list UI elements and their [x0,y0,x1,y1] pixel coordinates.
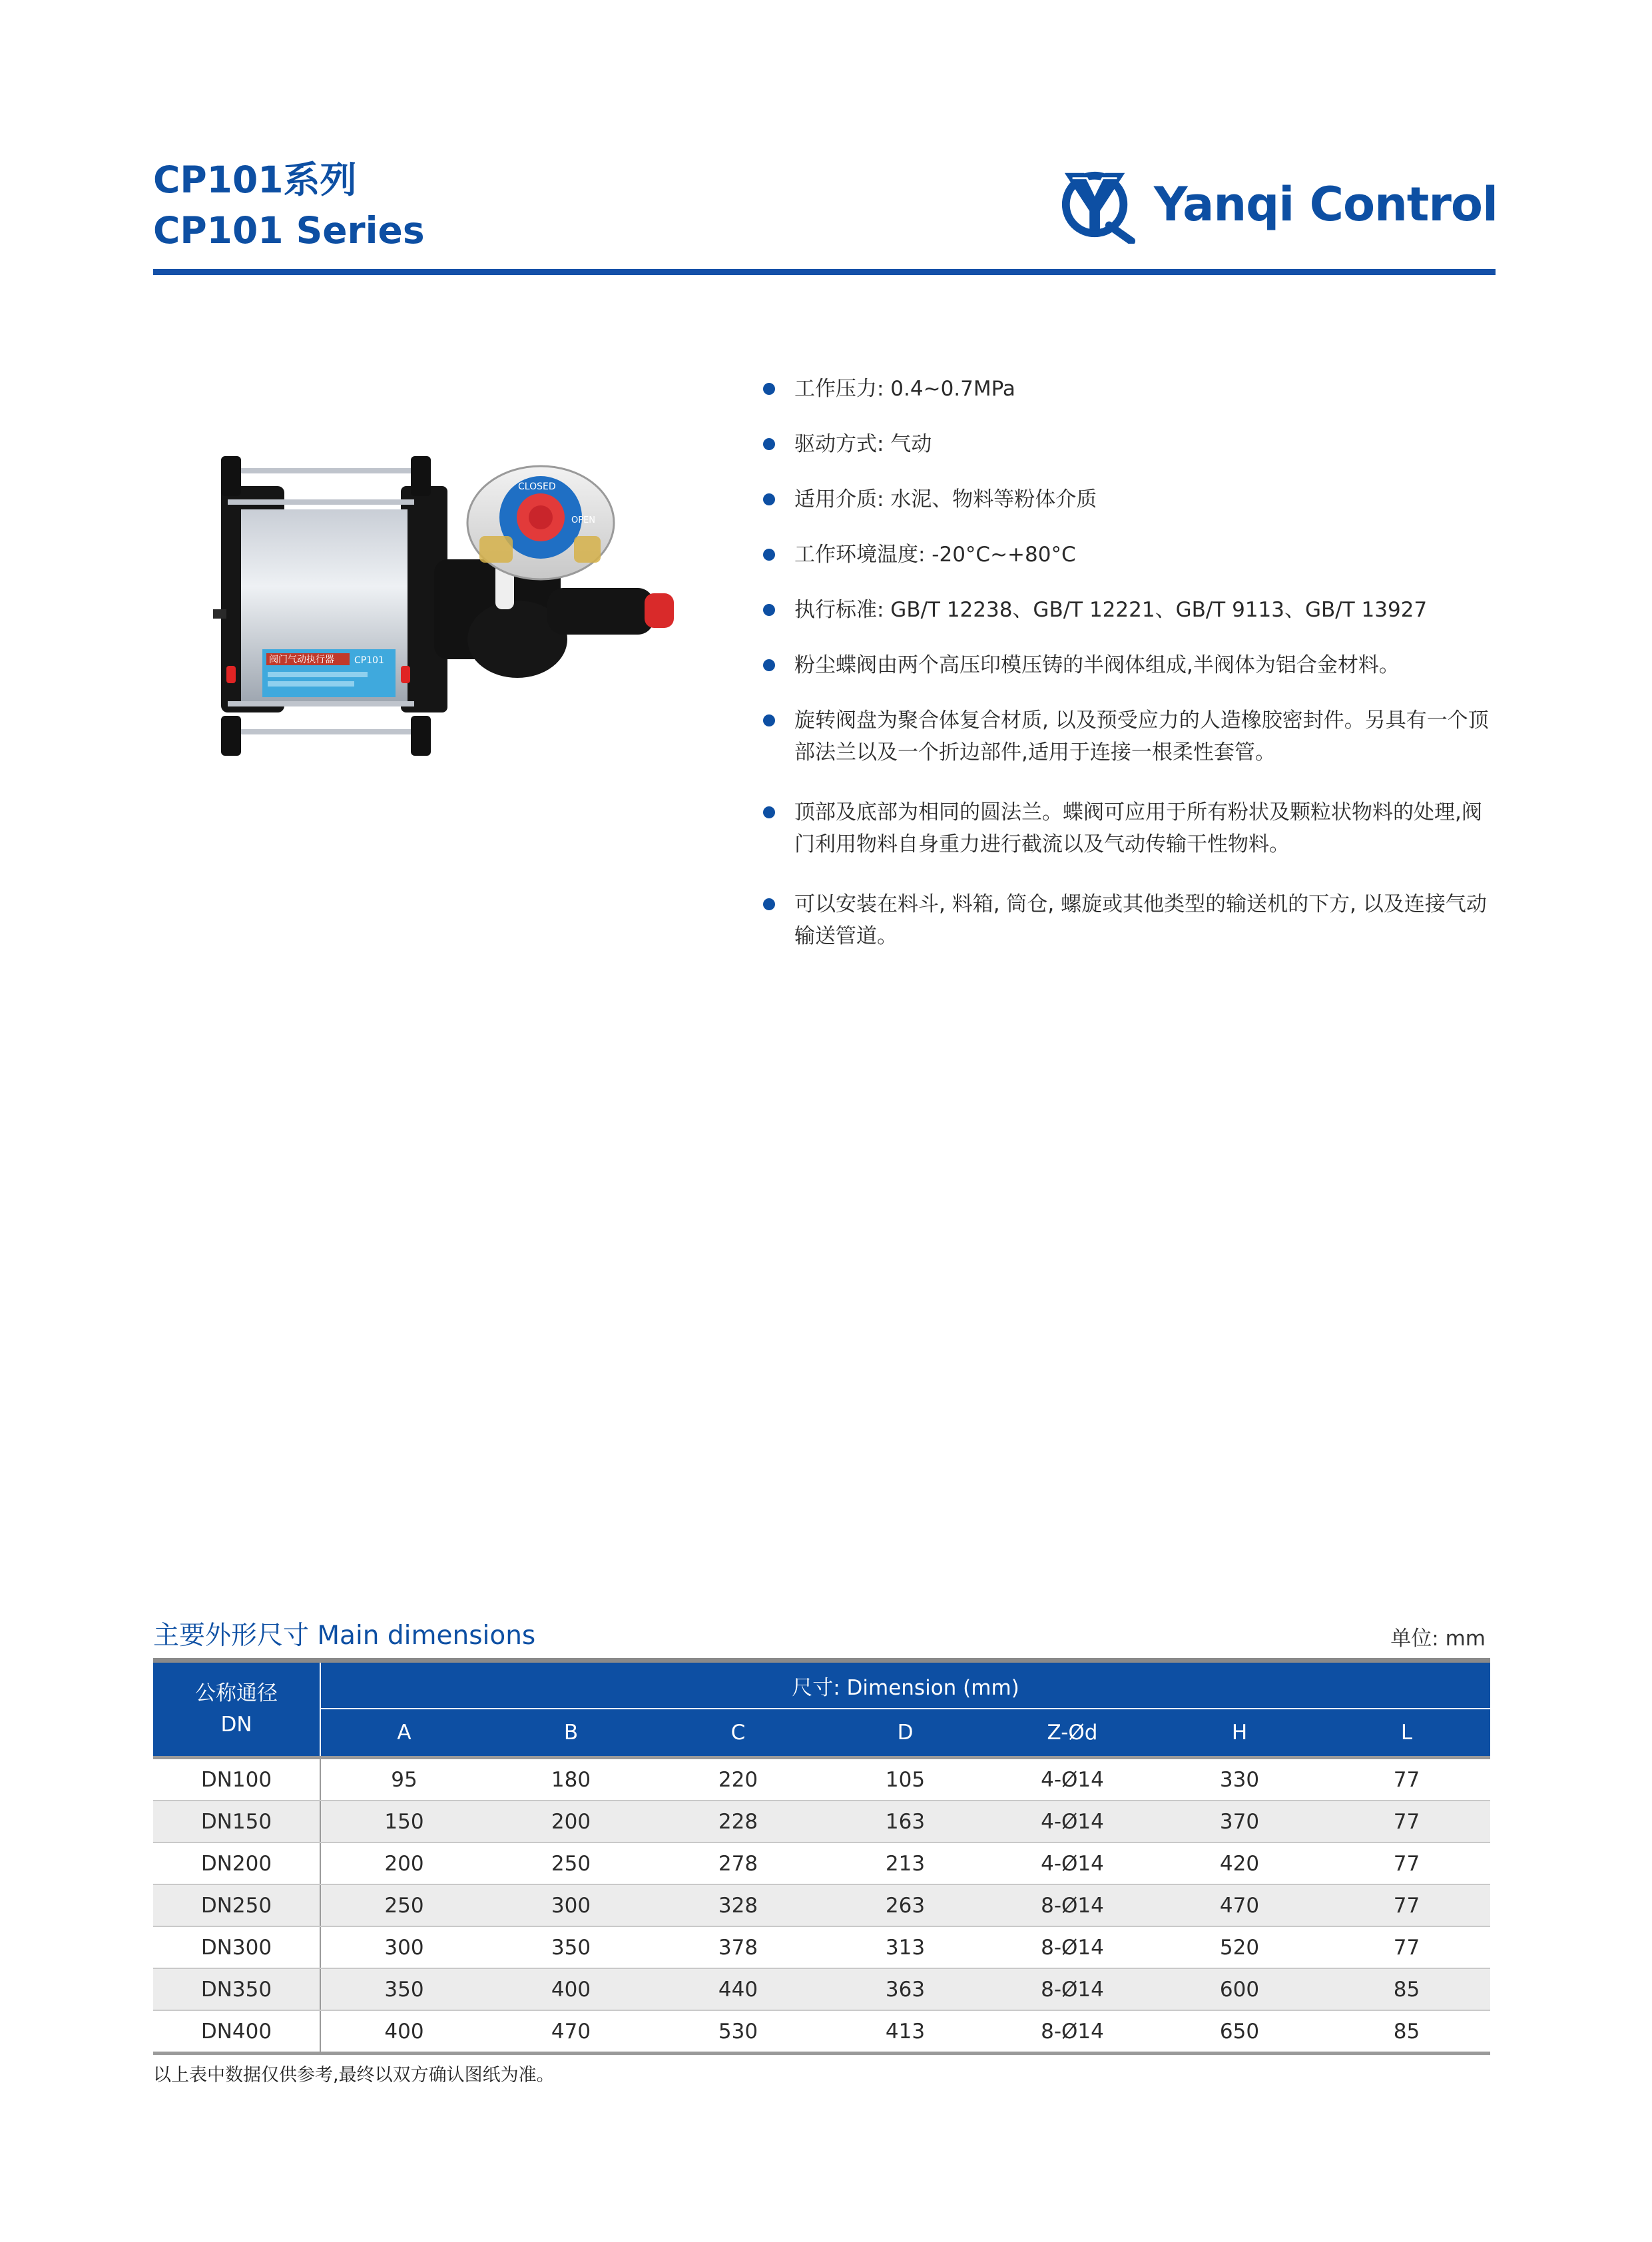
table-cell: 420 [1156,1842,1323,1884]
actuator-plate-text: 阀门气动执行器 [269,655,334,665]
table-cell: 470 [1156,1884,1323,1926]
bullet-icon [763,604,775,616]
table-row [153,1801,1490,1842]
feature-item [752,539,1498,571]
table-cell: 370 [1156,1801,1323,1842]
feature-item [752,649,1498,681]
feature-text: 执行标准: GB/T 12238、GB/T 12221、GB/T 9113、GB/T 13927 [794,598,1428,622]
table-cell: DN400 [153,2010,320,2054]
table-cell: 85 [1323,2010,1490,2054]
table-cell: 4-Ø14 [989,1801,1156,1842]
table-top-rule [153,1658,1490,1663]
bullet-icon [763,898,775,910]
bullet-icon [763,383,775,395]
table-cell: 250 [320,1884,487,1926]
brand-name: Yanqi Control [1153,177,1498,232]
feature-item [752,483,1498,515]
table-cell: 470 [487,2010,655,2054]
table-cell: DN100 [153,1758,320,1801]
table-row [153,1884,1490,1926]
table-cell: 228 [655,1801,822,1842]
yq-logo-icon [1058,165,1137,244]
pneumatic-actuator-image [148,443,734,782]
indicator-closed-text: CLOSED [518,481,556,492]
dn-header-cn: 公称通径 [195,1681,278,1705]
dimension-header: 尺寸: Dimension (mm) [320,1663,1490,1709]
feature-text: 驱动方式: 气动 [794,432,932,456]
feature-item [752,594,1498,626]
table-row [153,1842,1490,1884]
column-header: L [1323,1709,1490,1758]
bullet-icon [763,659,775,671]
table-cell: 400 [487,1968,655,2010]
column-header: Z-Ød [989,1709,1156,1758]
table-cell: 250 [487,1842,655,1884]
dn-header [153,1663,320,1758]
table-cell: 313 [822,1926,989,1968]
header-divider [153,269,1496,275]
dimensions-title: 主要外形尺寸 Main dimensions [153,1621,536,1651]
feature-text: 顶部及底部为相同的圆法兰。蝶阀可应用于所有粉状及颗粒状物料的处理,阀门利用物料自身重力进行截流以及气动传输干性物料。 [794,800,1482,856]
table-cell: DN250 [153,1884,320,1926]
table-cell: 350 [487,1926,655,1968]
actuator-model-text: CP101 [354,655,384,666]
bullet-icon [763,438,775,450]
bullet-icon [763,549,775,561]
bullet-icon [763,806,775,818]
table-cell: 105 [822,1758,989,1801]
feature-text: 旋转阀盘为聚合体复合材质, 以及预受应力的人造橡胶密封件。另具有一个顶部法兰以及一个折边部件,适用于连接一根柔性套管。 [794,708,1489,764]
title-en: CP101 Series [153,209,425,252]
dimensions-table-wrap [153,1658,1490,2055]
table-cell: 4-Ø14 [989,1758,1156,1801]
table-cell: 200 [320,1842,487,1884]
bullet-icon [763,714,775,726]
dn-header-en: DN [220,1713,252,1737]
table-cell: 263 [822,1884,989,1926]
table-cell: 413 [822,2010,989,2054]
table-cell: 77 [1323,1801,1490,1842]
table-cell: 77 [1323,1926,1490,1968]
feature-item [752,428,1498,460]
table-row [153,1758,1490,1801]
disclaimer-note: 以上表中数据仅供参考,最终以双方确认图纸为准。 [153,2065,555,2086]
table-cell: 8-Ø14 [989,1926,1156,1968]
table-cell: 77 [1323,1884,1490,1926]
dimensions-table [153,1658,1490,2055]
table-cell: 300 [320,1926,487,1968]
table-cell: 8-Ø14 [989,1884,1156,1926]
table-cell: 278 [655,1842,822,1884]
table-cell: 200 [487,1801,655,1842]
column-header: C [655,1709,822,1758]
feature-list [752,373,1498,952]
column-header: A [320,1709,487,1758]
table-cell: 363 [822,1968,989,2010]
table-row [153,1926,1490,1968]
table-cell: 213 [822,1842,989,1884]
table-cell: 85 [1323,1968,1490,2010]
table-cell: 650 [1156,2010,1323,2054]
table-cell: 95 [320,1758,487,1801]
brand-logo [1058,165,1498,244]
table-cell: DN300 [153,1926,320,1968]
feature-item [752,796,1498,860]
column-header: D [822,1709,989,1758]
table-cell: 330 [1156,1758,1323,1801]
page-title [153,154,425,256]
table-row [153,1968,1490,2010]
feature-text: 工作压力: 0.4~0.7MPa [794,377,1015,401]
feature-item [752,373,1498,405]
table-cell: 600 [1156,1968,1323,2010]
feature-text: 适用介质: 水泥、物料等粉体介质 [794,487,1097,511]
feature-item [752,888,1498,952]
title-cn: CP101系列 [153,158,357,201]
table-cell: 300 [487,1884,655,1926]
indicator-open-text: OPEN [571,515,596,525]
table-cell: 77 [1323,1842,1490,1884]
feature-text: 粉尘蝶阀由两个高压印模压铸的半阀体组成,半阀体为铝合金材料。 [794,653,1400,677]
table-cell: 4-Ø14 [989,1842,1156,1884]
table-cell: 328 [655,1884,822,1926]
table-cell: DN350 [153,1968,320,2010]
table-cell: 8-Ø14 [989,2010,1156,2054]
table-row [153,2010,1490,2054]
table-cell: 8-Ø14 [989,1968,1156,2010]
table-cell: 400 [320,2010,487,2054]
feature-text: 工作环境温度: -20°C~+80°C [794,543,1076,567]
table-cell: 350 [320,1968,487,2010]
feature-item [752,704,1498,768]
table-cell: 77 [1323,1758,1490,1801]
table-cell: 150 [320,1801,487,1842]
unit-label: 单位: mm [1390,1627,1486,1651]
table-cell: DN150 [153,1801,320,1842]
bullet-icon [763,493,775,505]
table-cell: 163 [822,1801,989,1842]
table-cell: 530 [655,2010,822,2054]
column-header: B [487,1709,655,1758]
column-header: H [1156,1709,1323,1758]
table-cell: 220 [655,1758,822,1801]
table-cell: 520 [1156,1926,1323,1968]
table-cell: DN200 [153,1842,320,1884]
table-cell: 180 [487,1758,655,1801]
feature-text: 可以安装在料斗, 料箱, 筒仓, 螺旋或其他类型的输送机的下方, 以及连接气动输送管道。 [794,892,1487,948]
table-cell: 440 [655,1968,822,2010]
table-cell: 378 [655,1926,822,1968]
